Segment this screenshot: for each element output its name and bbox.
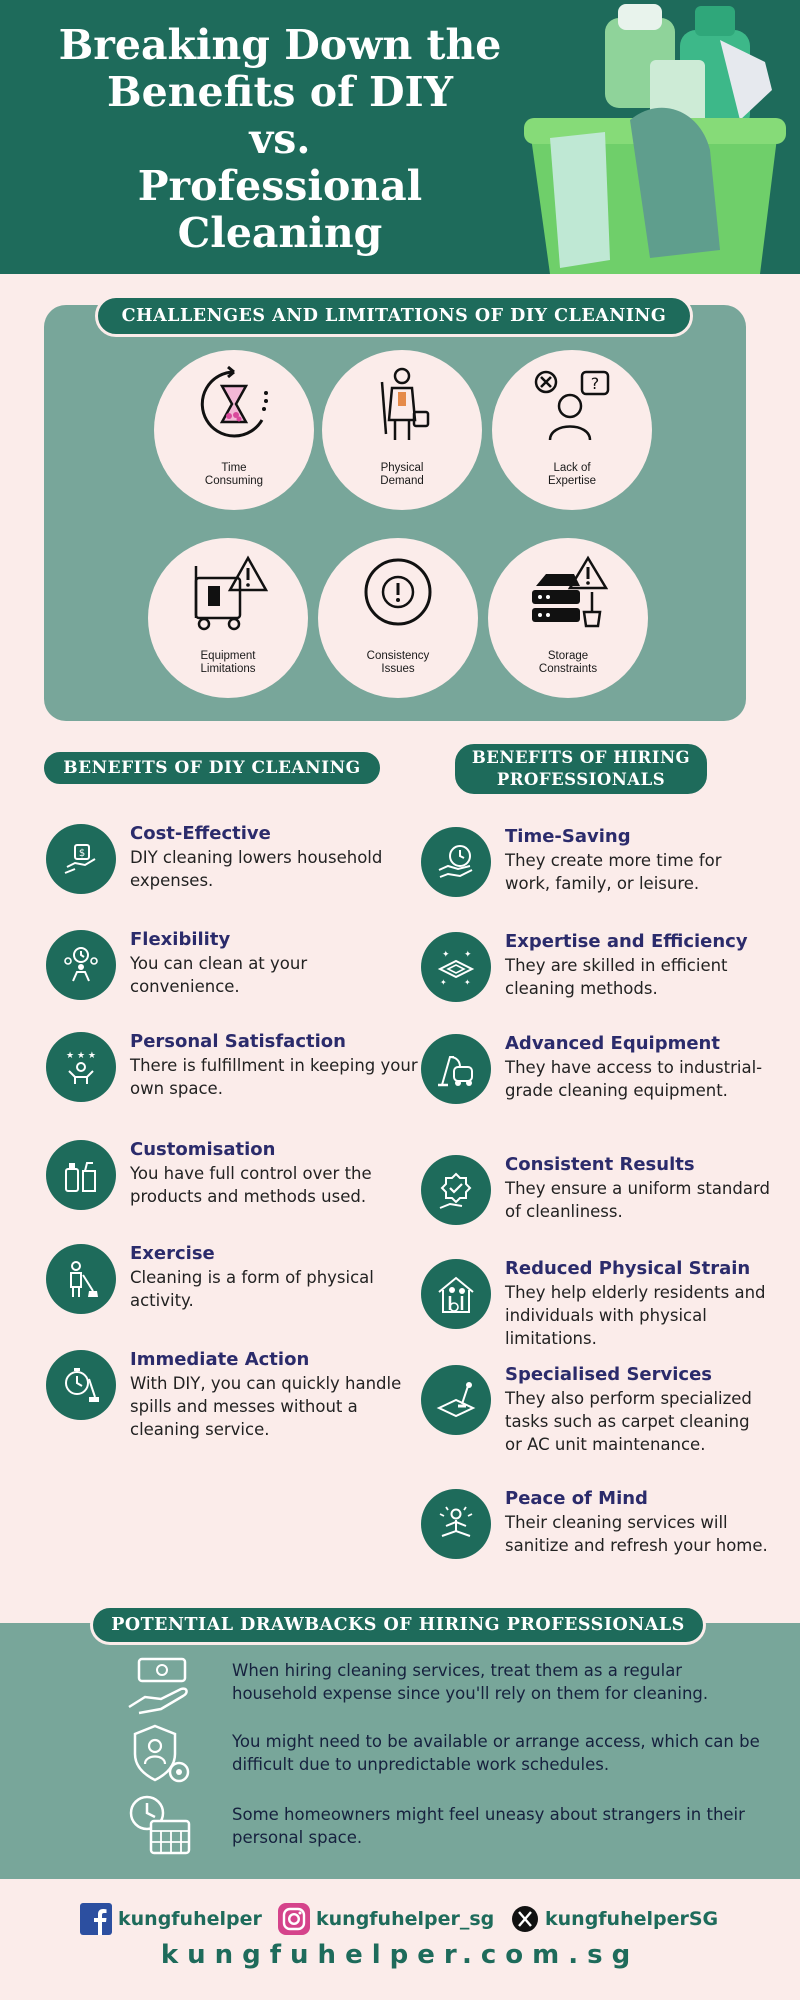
clock-calendar-icon [125,1793,195,1857]
facebook-icon [80,1903,112,1935]
benefit-title: Peace of Mind [505,1488,648,1509]
challenge-consistency-issues [318,538,478,698]
challenge-label: Storage Constraints [538,650,598,675]
person-gear-icon [125,1724,195,1788]
website-link[interactable]: kungfuhelper.com.sg [160,1940,640,1970]
svg-text:✦: ✦ [442,950,450,960]
instagram-link[interactable] [278,1902,494,1936]
challenge-time-consuming [154,350,314,510]
benefit-title: Time-Saving [505,826,631,847]
cycle-warning-icon [358,552,438,632]
sparkle-floor-icon [421,932,491,1002]
benefit-title: Expertise and Efficiency [505,931,748,952]
stars-person-icon [46,1032,116,1102]
benefit-desc: They help elderly residents and individuals with physical limitations. [505,1283,766,1348]
meditation-icon [421,1489,491,1559]
cleaning-products-icon [46,1140,116,1210]
challenge-label: Lack of Expertise [548,462,596,487]
challenge-label: Equipment Limitations [200,650,256,675]
challenge-equipment-limitations [148,538,308,698]
money-hand-icon [125,1655,195,1719]
svg-text:?: ? [590,374,600,393]
challenge-lack-of-expertise [492,350,652,510]
benefit-title: Cost-Effective [130,823,271,844]
challenge-label: Time Consuming [204,462,264,487]
benefit-title: Consistent Results [505,1154,695,1175]
confused-person-icon [532,364,612,444]
benefit-desc: With DIY, you can quickly handle spills and messes without a cleaning service. [130,1374,402,1439]
svg-text:$: $ [78,848,86,859]
hourglass-icon [194,364,274,444]
benefit-desc: They create more time for work, family, or leisure. [505,851,722,893]
challenge-storage-constraints [488,538,648,698]
instagram-handle: kungfuhelper_sg [316,1908,495,1930]
storage-warning-icon [528,552,608,632]
facebook-link[interactable] [80,1902,262,1936]
benefit-desc: You can clean at your convenience. [130,954,308,996]
svg-text:✦: ✦ [464,978,471,987]
assisted-home-icon [421,1259,491,1329]
x-logo-icon [511,1905,539,1933]
svg-text:★ ★ ★: ★ ★ ★ [66,1051,96,1061]
pro-benefits-heading: BENEFITS OF HIRING PROFESSIONALS [452,741,710,797]
challenge-physical-demand [322,350,482,510]
benefit-desc: You have full control over the products and methods used. [130,1164,372,1206]
benefit-title: Immediate Action [130,1349,310,1370]
money-hand-icon [46,824,116,894]
drawback-text: When hiring cleaning services, treat them as a regular household expense since you'll rely on them for cleaning. [232,1661,709,1703]
instagram-icon [278,1903,310,1935]
benefit-desc: They ensure a uniform standard of cleanliness. [505,1179,770,1221]
benefit-title: Reduced Physical Strain [505,1258,751,1279]
facebook-handle: kungfuhelper [118,1908,262,1930]
x-link[interactable] [511,1902,718,1936]
svg-text:✦: ✦ [440,978,447,987]
drawbacks-heading: POTENTIAL DRAWBACKS OF HIRING PROFESSIONALS [90,1605,706,1645]
quality-hand-icon [421,1155,491,1225]
challenge-label: Consistency Issues [366,650,430,675]
vacuum-icon [421,1034,491,1104]
benefit-title: Advanced Equipment [505,1033,720,1054]
header-banner [0,0,800,274]
cleaner-person-icon [362,364,442,444]
benefit-desc: They are skilled in efficient cleaning methods. [505,956,728,998]
benefit-desc: There is fulfillment in keeping your own space. [130,1056,418,1098]
challenges-heading: CHALLENGES AND LIMITATIONS OF DIY CLEANING [95,295,693,337]
benefit-title: Specialised Services [505,1364,712,1385]
benefit-desc: Cleaning is a form of physical activity. [130,1268,374,1310]
clock-person-icon [46,930,116,1000]
challenge-label: Physical Demand [380,462,424,487]
benefit-title: Personal Satisfaction [130,1031,346,1052]
benefit-desc: Their cleaning services will sanitize and refresh your home. [505,1513,768,1555]
clock-hand-icon [421,827,491,897]
carpet-cleaning-icon [421,1365,491,1435]
svg-text:✦: ✦ [464,950,472,960]
diy-benefits-heading: BENEFITS OF DIY CLEANING [41,749,383,787]
cleaning-cart-warning-icon [188,552,268,632]
cleaning-bucket-image [510,0,800,274]
benefit-desc: They have access to industrial-grade cleaning equipment. [505,1058,763,1100]
x-handle: kungfuhelperSG [545,1908,719,1930]
drawback-text: You might need to be available or arrange access, which can be difficult due to unpredictable work schedules. [232,1732,760,1774]
benefit-title: Exercise [130,1243,215,1264]
page-title: Breaking Down the Benefits of DIY vs. Professional Cleaning [58,21,502,257]
benefit-desc: They also perform specialized tasks such as carpet cleaning or AC unit maintenance. [505,1389,752,1454]
benefit-title: Customisation [130,1139,276,1160]
sweeping-person-icon [46,1244,116,1314]
benefit-desc: DIY cleaning lowers household expenses. [130,848,383,890]
drawback-text: Some homeowners might feel uneasy about strangers in their personal space. [232,1805,745,1847]
benefit-title: Flexibility [130,929,231,950]
stopwatch-mop-icon [46,1350,116,1420]
